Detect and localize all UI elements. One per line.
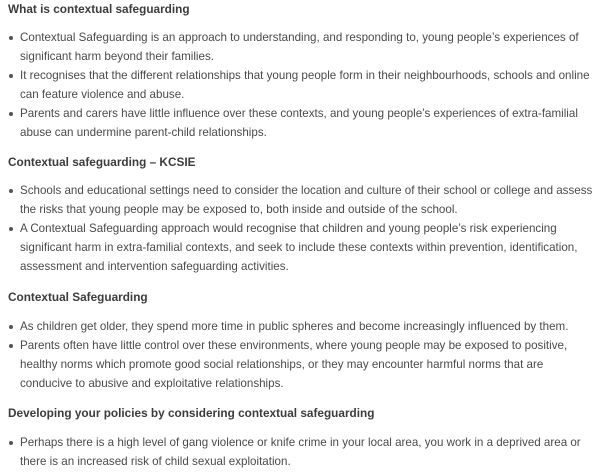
section-contextual-safeguarding — [8, 288, 596, 393]
bullet-list — [8, 28, 596, 142]
section-heading: Contextual safeguarding – KCSIE — [8, 155, 196, 169]
section-heading: Contextual Safeguarding — [8, 290, 148, 304]
list-item: Parents and carers have little influence over these contexts, and young people’s experiences of extra-familial abuse can undermine parent-child relationships. — [8, 104, 596, 142]
section-heading: What is contextual safeguarding — [8, 2, 190, 16]
section-developing-policies — [8, 404, 596, 471]
list-item: Parents often have little control over these environments, where young people may be exposed to positive, healthy norms which promote good social relationships, or they may encounter harmful norms that are conducive to abusive and exploitative relationships. — [8, 336, 596, 393]
bullet-list — [8, 317, 596, 393]
section-heading: Developing your policies by considering contextual safeguarding — [8, 406, 375, 420]
list-item: Schools and educational settings need to consider the location and culture of their school or college and assess the risks that young people may be exposed to, both inside and outside of the school. — [8, 181, 596, 219]
bullet-list — [8, 433, 596, 471]
section-what-is-contextual-safeguarding — [8, 0, 596, 142]
section-contextual-safeguarding-kcsie — [8, 153, 596, 276]
list-item: As children get older, they spend more time in public spheres and become increasingly influenced by them. — [8, 317, 596, 336]
list-item: It recognises that the different relationships that young people form in their neighbourhoods, schools and online can feature violence and abuse. — [8, 66, 596, 104]
list-item: Perhaps there is a high level of gang violence or knife crime in your local area, you work in a deprived area or there is an increased risk of child sexual exploitation. — [8, 433, 596, 471]
bullet-list — [8, 181, 596, 276]
list-item: Contextual Safeguarding is an approach to understanding, and responding to, young people’s experiences of significant harm beyond their families. — [8, 28, 596, 66]
list-item: A Contextual Safeguarding approach would recognise that children and young people’s risk experiencing significant harm in extra-familial contexts, and seek to include these contexts within prevention, identification, assessment and intervention safeguarding activities. — [8, 219, 596, 276]
